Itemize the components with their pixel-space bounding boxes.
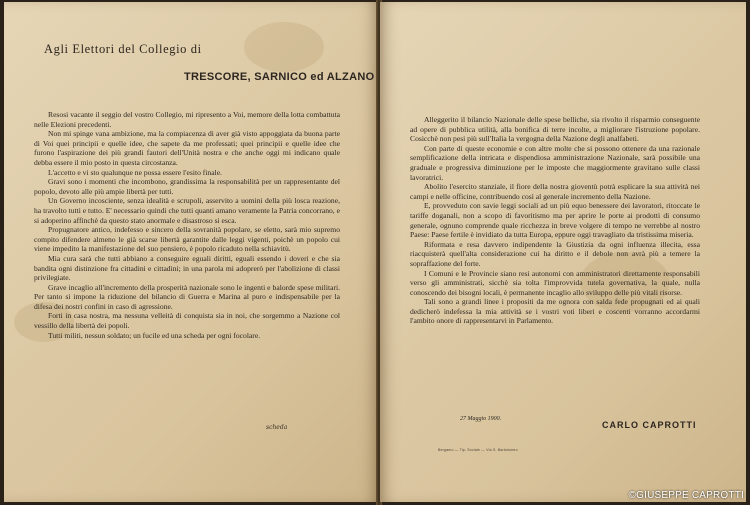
- left-body-text: [34, 110, 340, 340]
- paragraph: Con parte di queste economie e con altre molte che si possono ottenere da una razionale semplificazione della intricata e dispendiosa amministrazione Nazionale, sarà possibile una graduale e progressiva diminuzione per le imposte che maggiormente gravitano sulle classi lavoratrici.: [410, 143, 700, 182]
- copyright-watermark: ©GIUSEPPE CAPROTTI: [628, 490, 744, 501]
- paragraph: Alleggerito il bilancio Nazionale delle spese belliche, sia rivolto il risparmio conseguente ad opere di pubblica utilità, alla bonifica di terre incolte, a migliorare l'istruzione popolare. Cosicchè non pesi più sull'Italia la vergogna della Nazione degli analfabeti.: [410, 115, 700, 144]
- paragraph: Grave incaglio all'incremento della prosperità nazionale sono le ingenti e balorde spese militari. Per tanto si impone la riduzione del bilancio di Guerra e Marina al puro e indispensabile per la difesa dei nostri confini in caso di agressione.: [34, 282, 340, 311]
- paper-stain: [244, 22, 324, 72]
- paragraph: Gravi sono i momenti che incombono, grandissima la responsabilità per un rappresentante del popolo, devoto alle più ampie libertà per tutti.: [34, 177, 340, 196]
- paragraph: Forti in casa nostra, ma nessuna velleità di conquista sia in noi, che sorgemmo a Nazione col vessillo della libertà dei popoli.: [34, 311, 340, 331]
- printer-line: Bergamo — Tip. Sociale — Via S. Bartolomeo: [438, 448, 518, 452]
- paragraph: Un Governo incosciente, senza idealità e scrupoli, asservito a uomini della più losca reazione, ha travolto tutti e tutto. E' necessario quindi che tutti quanti amano veramente la Patria concorrano, e si adoperino affinchè da questo stato anormale e disastroso si esca.: [34, 196, 340, 225]
- paragraph: Abolito l'esercito stanziale, il fiore della nostra gioventù potrà esplicare la sua attività nei campi e nelle officine, contribuendo così al generale incremento della Nazione.: [410, 182, 700, 201]
- right-page: [380, 2, 746, 502]
- paragraph: Riformata e resa davvero indipendente la Giustizia da ogni influenza illecita, essa riacquisterà quell'alta considerazione cui ha diritto e il debole non avrà più a temere la sopraffazione del forte.: [410, 239, 700, 268]
- right-body-text: [410, 115, 700, 326]
- handwritten-note: scheda: [266, 424, 288, 431]
- paragraph: Propugnatore antico, indefesso e sincero della sovranità popolare, se eletto, sarà mio supremo compito difendere almeno le già scarse libertà garantite dalle leggi vigenti, poichè un popolo cui viene impedito la manifestazione del suo pensiero, è popolo ricaduto nella schiavitù.: [34, 225, 340, 254]
- paragraph: L'accetto e vi sto qualunque ne possa essere l'esito finale.: [48, 167, 222, 177]
- paragraph: Resosi vacante il seggio del vostro Collegio, mi ripresento a Voi, memore della lotta combattuta nelle Elezioni precedenti.: [34, 110, 340, 129]
- paragraph: Non mi spinge vana ambizione, ma la compiacenza di aver già visto appoggiata da buona parte di Voi quei principii e quelle idee, che sapete da me professati; quei principii e quelle idee che furono l'aspirazione dei più grandi fautori dell'Unità nostra e che anche oggi mi indicano quale debba essere il mio posto in questa circostanza.: [34, 129, 340, 167]
- paragraph: Mia cura sarà che tutti abbiano a conseguire eguali diritti, eguali essendo i doveri e che sia bandita ogni distinzione fra cittadini e cittadini; in una parola mi adoprerò per l'abolizione di classi privilegiate.: [34, 253, 340, 283]
- paragraph: I Comuni e le Provincie siano resi autonomi con amministratori direttamente responsabili verso gli amministrati, sicchè sia tolta l'improvvida tutela governativa, la quale, nulla conoscendo dei bisogni locali, è permanente incaglio allo sviluppo delle più vitali risorse.: [410, 268, 700, 297]
- signature: CARLO CAPROTTI: [602, 420, 697, 430]
- document-heading: Agli Elettori del Collegio di: [44, 42, 202, 56]
- paragraph: Tutti militi, nessun soldato; un fucile ed una scheda per ogni focolare.: [48, 330, 261, 340]
- document-date: 27 Maggio 1900.: [460, 416, 502, 422]
- left-page: [4, 2, 378, 502]
- paragraph: Tali sono a grandi linee i propositi da me ognora con salda fede propugnati ed ai quali dedicherò indefessa la mia attività se i vostri voti liberi e coscenti vorranno accordarmi l'ambito onore di rappresentarvi in Parlamento.: [410, 297, 700, 326]
- paragraph: E, provveduto con savie leggi sociali ad un più equo benessere dei lavoratori, ritoccate le tariffe doganali, non a scopo di favoritismo ma per aprire le porte ai prodotti di consumo generale, ognuno comprende quale ricchezza in breve volgere di tempo ne verrebbe al nostro Paese: Paese fertile è invidiato da tutta Europa, eppure oggi travagliato da tristissima miseria.: [410, 201, 700, 240]
- district-subheading: TRESCORE, SARNICO ed ALZANO: [184, 71, 375, 83]
